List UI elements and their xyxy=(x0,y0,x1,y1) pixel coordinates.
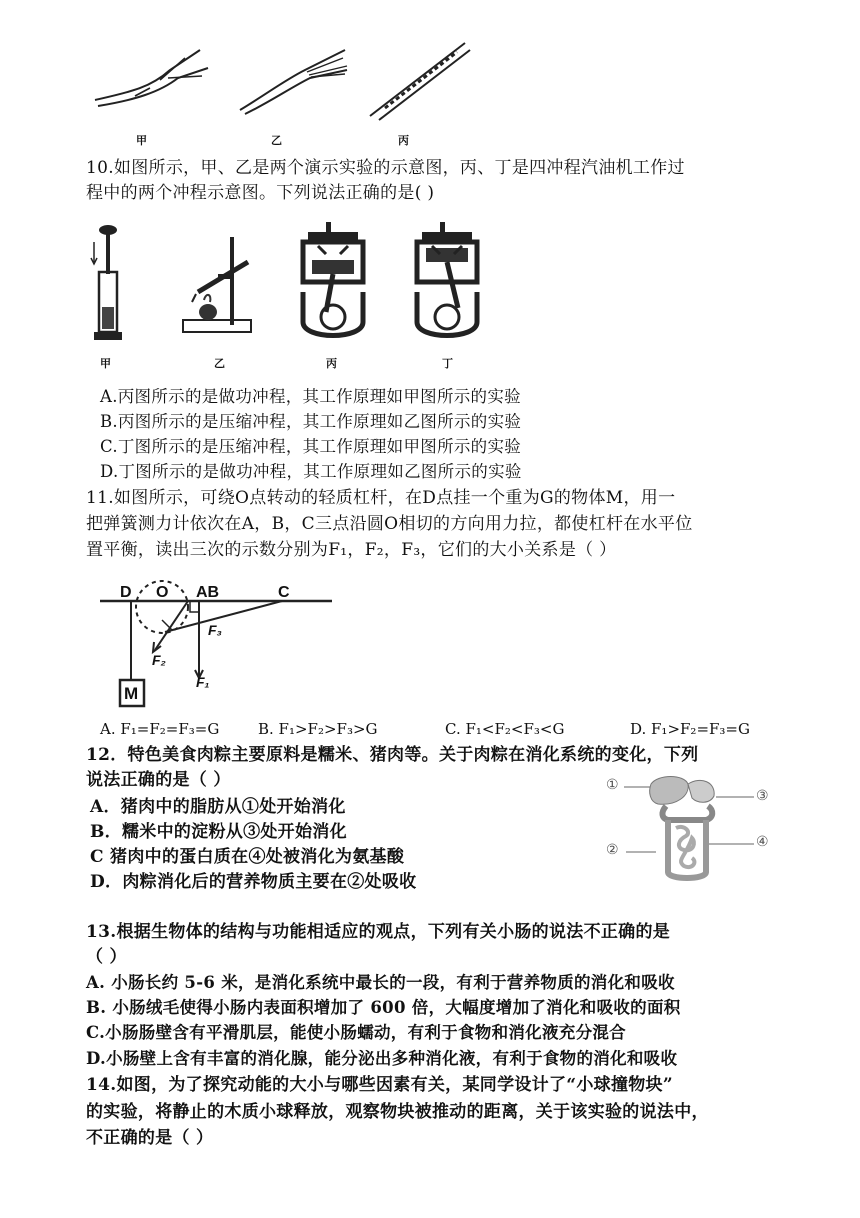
caption-bing: 丙 xyxy=(398,134,409,147)
caption-q10-ding: 丁 xyxy=(442,357,453,370)
q12-option-a: A．猪肉中的脂肪从①处开始消化 xyxy=(90,797,346,817)
lever-label-f1: F₁ xyxy=(196,674,210,690)
q13-option-c: C.小肠肠壁含有平滑肌层，能使小肠蠕动，有利于食物和消化液充分混合 xyxy=(86,1023,626,1042)
q14-stem-line3: 不正确的是（ ） xyxy=(86,1128,214,1148)
q11-stem-line2: 把弹簧测力计依次在A，B，C三点沿圆O相切的方向用力拉，都使杠杆在水平位 xyxy=(86,514,693,534)
q11-stem-line3: 置平衡，读出三次的示数分别为F₁，F₂，F₃，它们的大小关系是（ ） xyxy=(86,540,617,560)
vessel-bing-drawing xyxy=(365,38,475,123)
digestive-label-4: ④ xyxy=(756,834,769,850)
q10-option-a: A.丙图所示的是做功冲程，其工作原理如甲图所示的实验 xyxy=(100,387,521,406)
fire-syringe-drawing xyxy=(88,222,128,352)
digestive-label-1: ① xyxy=(606,777,619,793)
caption-q10-yi: 乙 xyxy=(214,357,225,370)
q14-stem-line2: 的实验，将静止的木质小球释放，观察物块被推动的距离，关于该实验的说法中， xyxy=(86,1102,709,1122)
lever-label-f3: F₃ xyxy=(208,622,222,638)
q14-stem-line1: 14.如图，为了探究动能的大小与哪些因素有关，某同学设计了“小球撞物块” xyxy=(86,1075,673,1095)
q13-option-b: B. 小肠绒毛使得小肠内表面积增加了 600 倍，大幅度增加了消化和吸收的面积 xyxy=(86,998,681,1017)
lever-label-c: C xyxy=(278,584,290,601)
engine-stroke-bing-drawing xyxy=(298,222,368,342)
caption-yi: 乙 xyxy=(271,134,282,147)
q12-stem-line2: 说法正确的是（ ） xyxy=(86,770,231,790)
digestive-label-3: ③ xyxy=(756,788,769,804)
q11-option-a: A. F₁=F₂=F₃=G xyxy=(100,720,220,738)
q13-option-a: A. 小肠长约 5-6 米，是消化系统中最长的一段，有利于营养物质的消化和吸收 xyxy=(86,973,675,992)
q11-stem-line1: 11.如图所示，可绕O点转动的轻质杠杆，在D点挂一个重为G的物体M，用一 xyxy=(86,488,676,508)
q10-option-c: C.丁图所示的是压缩冲程，其工作原理如甲图所示的实验 xyxy=(100,437,522,456)
lever-label-o: O xyxy=(156,584,169,601)
q12-stem-line1: 12．特色美食肉粽主要原料是糯米、猪肉等。关于肉粽在消化系统的变化，下列 xyxy=(86,745,699,765)
digestive-label-2: ② xyxy=(606,842,619,858)
lever-label-ab: AB xyxy=(196,584,220,601)
q10-stem-line1: 10.如图所示，甲、乙是两个演示实验的示意图，丙、丁是四冲程汽油机工作过 xyxy=(86,158,685,178)
q11-option-d: D. F₁>F₂=F₃=G xyxy=(630,720,750,738)
q11-option-c: C. F₁<F₂<F₃<G xyxy=(445,720,565,738)
caption-q10-bing: 丙 xyxy=(326,357,337,370)
vessel-jia-drawing xyxy=(90,40,220,120)
lever-label-m: M xyxy=(124,684,139,703)
q13-option-d: D.小肠壁上含有丰富的消化腺，能分泌出多种消化液，有利于食物的消化和吸收 xyxy=(86,1049,678,1068)
lever-label-d: D xyxy=(120,584,132,601)
digestive-system-drawing xyxy=(606,772,781,887)
lever-label-f2: F₂ xyxy=(152,652,166,668)
caption-q10-jia: 甲 xyxy=(100,357,111,370)
test-tube-heating-drawing xyxy=(178,232,258,337)
caption-jia: 甲 xyxy=(136,134,147,147)
engine-stroke-ding-drawing xyxy=(412,222,482,342)
q12-option-d: D．肉粽消化后的营养物质主要在②处吸收 xyxy=(90,872,417,892)
q13-stem-line2: （ ） xyxy=(86,947,127,967)
q11-option-b: B. F₁>F₂>F₃>G xyxy=(258,720,378,738)
q12-option-c: C 猪肉中的蛋白质在④处被消化为氨基酸 xyxy=(90,847,405,867)
q12-option-b: B．糯米中的淀粉从③处开始消化 xyxy=(90,822,347,842)
q10-option-b: B.丙图所示的是压缩冲程，其工作原理如乙图所示的实验 xyxy=(100,412,522,431)
q10-option-d: D.丁图所示的是做功冲程，其工作原理如乙图所示的实验 xyxy=(100,462,522,481)
vessel-yi-drawing xyxy=(235,40,355,120)
q10-stem-line2: 程中的两个冲程示意图。下列说法正确的是( ) xyxy=(86,183,435,203)
q13-stem-line1: 13.根据生物体的结构与功能相适应的观点，下列有关小肠的说法不正确的是 xyxy=(86,922,671,942)
